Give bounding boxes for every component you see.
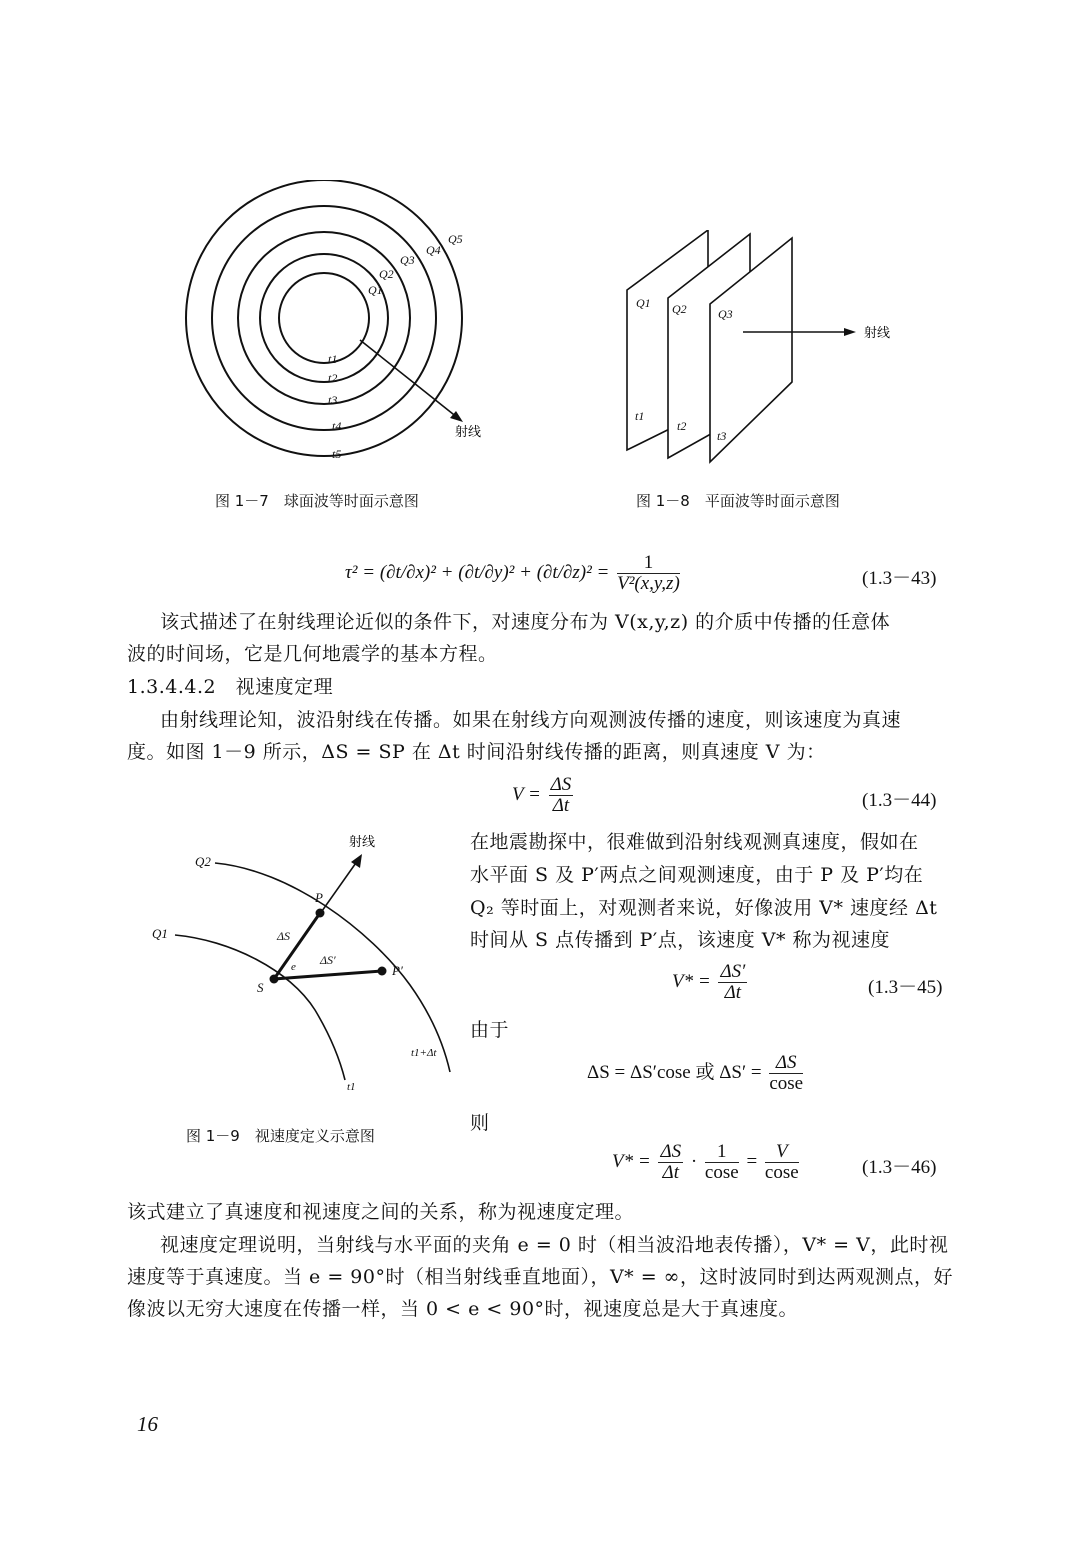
- label-ray: 射线: [864, 325, 891, 340]
- paragraph-5-line-3: 像波以无穷大速度在传播一样，当 0 < e < 90°时，视速度总是大于真速度。: [127, 1298, 799, 1320]
- eq43-fraction: [617, 553, 680, 594]
- figure-1-7-caption: 图 1－7 球面波等时面示意图: [215, 492, 419, 510]
- eq46-fraction-3: [765, 1142, 799, 1183]
- wavefront-circle-3: [238, 232, 410, 404]
- page-number: 16: [137, 1412, 158, 1436]
- equation-cos-relation: [587, 1053, 806, 1094]
- wavefront-circle-1: [279, 273, 369, 363]
- eq44-fraction: [549, 775, 574, 816]
- eq-cos-numerator: ΔS: [769, 1053, 803, 1074]
- paragraph-4: 该式建立了真速度和视速度之间的关系，称为视速度定理。: [127, 1201, 635, 1223]
- eq45-numerator: ΔS′: [720, 961, 746, 982]
- eq46-den3: cose: [764, 1162, 799, 1183]
- label-s: S: [257, 980, 264, 995]
- label-t3: t3: [328, 393, 338, 407]
- eq46-den1: Δt: [662, 1162, 679, 1183]
- eq43-numerator: 1: [617, 553, 680, 574]
- paragraph-1-line-2: 波的时间场，它是几何地震学的基本方程。: [127, 643, 498, 665]
- equation-1-3-44: [512, 775, 576, 816]
- eq46-lhs: V* =: [612, 1150, 651, 1172]
- segment-sp: [274, 913, 320, 979]
- figure-1-8-plane-wavefronts: [600, 230, 920, 470]
- label-ray: 射线: [349, 834, 376, 849]
- label-q5: Q5: [448, 232, 463, 246]
- figure-1-9-caption: 图 1－9 视速度定义示意图: [186, 1127, 375, 1145]
- eq44-numerator: ΔS: [550, 774, 572, 795]
- eq46-num3: V: [765, 1142, 799, 1163]
- figure-1-9-apparent-velocity: [140, 820, 460, 1100]
- label-q2: Q2: [379, 267, 394, 281]
- label-t1: t1: [347, 1081, 356, 1093]
- paragraph-3-line-3: Q₂ 等时面上，对观测者来说，好像波用 V* 速度经 Δt: [470, 897, 938, 919]
- paragraph-2-line-1: 由射线理论知，波沿射线在传播。如果在射线方向观测波传播的速度，则该速度为真速: [160, 709, 902, 731]
- eq45-fraction: [718, 962, 747, 1003]
- point-p-prime: [378, 967, 387, 976]
- equation-number-44: (1.3－44): [862, 790, 937, 811]
- label-q4: Q4: [426, 243, 441, 257]
- equation-number-46: (1.3－46): [862, 1157, 937, 1178]
- section-heading: 1.3.4.4.2 视速度定理: [127, 676, 334, 698]
- label-t1-plus-dt: t1+Δt: [411, 1047, 437, 1059]
- eq-cos-fraction: [769, 1053, 803, 1094]
- equation-1-3-46: [612, 1142, 802, 1183]
- equation-number-45: (1.3－45): [868, 977, 943, 998]
- label-t2: t2: [677, 419, 687, 433]
- label-t3: t3: [717, 429, 727, 443]
- eq45-lhs: V* =: [672, 970, 711, 992]
- paragraph-3-line-1: 在地震勘探中，很难做到沿射线观测真速度，假如在: [470, 831, 919, 853]
- eq-cos-lhs: ΔS = ΔS′cose 或 ΔS′ =: [587, 1061, 762, 1083]
- paragraph-3-line-4: 时间从 S 点传播到 P′点，该速度 V* 称为视速度: [470, 929, 891, 951]
- point-p: [316, 909, 325, 918]
- ray-arrowhead-icon: [351, 854, 362, 868]
- label-delta-s: ΔS: [277, 929, 291, 943]
- label-t5: t5: [332, 447, 342, 461]
- label-p-prime: P′: [392, 963, 403, 978]
- eq46-den2: cose: [704, 1162, 739, 1183]
- because-text: 由于: [470, 1019, 510, 1041]
- label-p: P: [315, 890, 323, 905]
- label-ray: 射线: [455, 424, 482, 439]
- equation-1-3-43: [345, 553, 683, 594]
- eq45-denominator: Δt: [724, 982, 742, 1003]
- label-t1: t1: [328, 352, 338, 366]
- label-e: e: [291, 961, 296, 973]
- wavefront-circle-5: [186, 180, 462, 456]
- label-t4: t4: [332, 419, 342, 433]
- paragraph-5-line-1: 视速度定理说明，当射线与水平面的夹角 e = 0 时（相当波沿地表传播），V* = V，此时视: [160, 1234, 949, 1256]
- figure-1-8-caption: 图 1－8 平面波等时面示意图: [636, 492, 840, 510]
- ray-arrow: [360, 340, 458, 418]
- eq46-num2: 1: [705, 1142, 739, 1163]
- eq46-dot: ·: [690, 1150, 698, 1172]
- label-q1: Q1: [152, 926, 168, 941]
- paragraph-5-line-2: 速度等于真速度。当 e = 90°时（相当射线垂直地面），V* = ∞，这时波同时到达两观测点，好: [127, 1266, 954, 1288]
- eq43-lhs: τ² = (∂t/∂x)² + (∂t/∂y)² + (∂t/∂z)² =: [345, 561, 610, 583]
- point-s: [270, 975, 279, 984]
- eq46-num1: ΔS: [660, 1141, 682, 1162]
- label-q3: Q3: [718, 307, 733, 321]
- label-q2: Q2: [672, 302, 687, 316]
- paragraph-3-line-2: 水平面 S 及 P′两点之间观测速度，由于 P 及 P′均在: [470, 864, 924, 886]
- label-q2: Q2: [195, 854, 211, 869]
- eq44-lhs: V =: [512, 783, 541, 805]
- label-t1: t1: [635, 409, 645, 423]
- eq46-fraction-2: [705, 1142, 739, 1183]
- label-q3: Q3: [400, 253, 415, 267]
- ray-arrowhead-icon: [844, 328, 856, 336]
- eq44-denominator: Δt: [552, 795, 570, 816]
- label-t2: t2: [328, 371, 338, 385]
- then-text: 则: [470, 1112, 490, 1134]
- paragraph-1-line-1: 该式描述了在射线理论近似的条件下，对速度分布为 V(x,y,z) 的介质中传播的任意体: [160, 611, 891, 633]
- eq-cos-denominator: cose: [769, 1073, 804, 1094]
- equation-1-3-45: [672, 962, 750, 1003]
- eq46-equals: =: [746, 1150, 758, 1172]
- label-q1: Q1: [636, 296, 651, 310]
- equation-number-43: (1.3－43): [862, 568, 937, 589]
- label-q1: Q1: [368, 283, 383, 297]
- eq43-denominator: V²(x,y,z): [617, 573, 680, 594]
- figure-1-7-spherical-wavefronts: [180, 180, 510, 480]
- wavefront-circle-4: [212, 206, 436, 430]
- paragraph-2-line-2: 度。如图 1－9 所示，ΔS = SP 在 Δt 时间沿射线传播的距离，则真速度 V 为：: [127, 741, 826, 763]
- label-delta-s-prime: ΔS′: [320, 953, 336, 967]
- wavefront-q2-curve: [215, 863, 450, 1072]
- eq46-fraction-1: [658, 1142, 683, 1183]
